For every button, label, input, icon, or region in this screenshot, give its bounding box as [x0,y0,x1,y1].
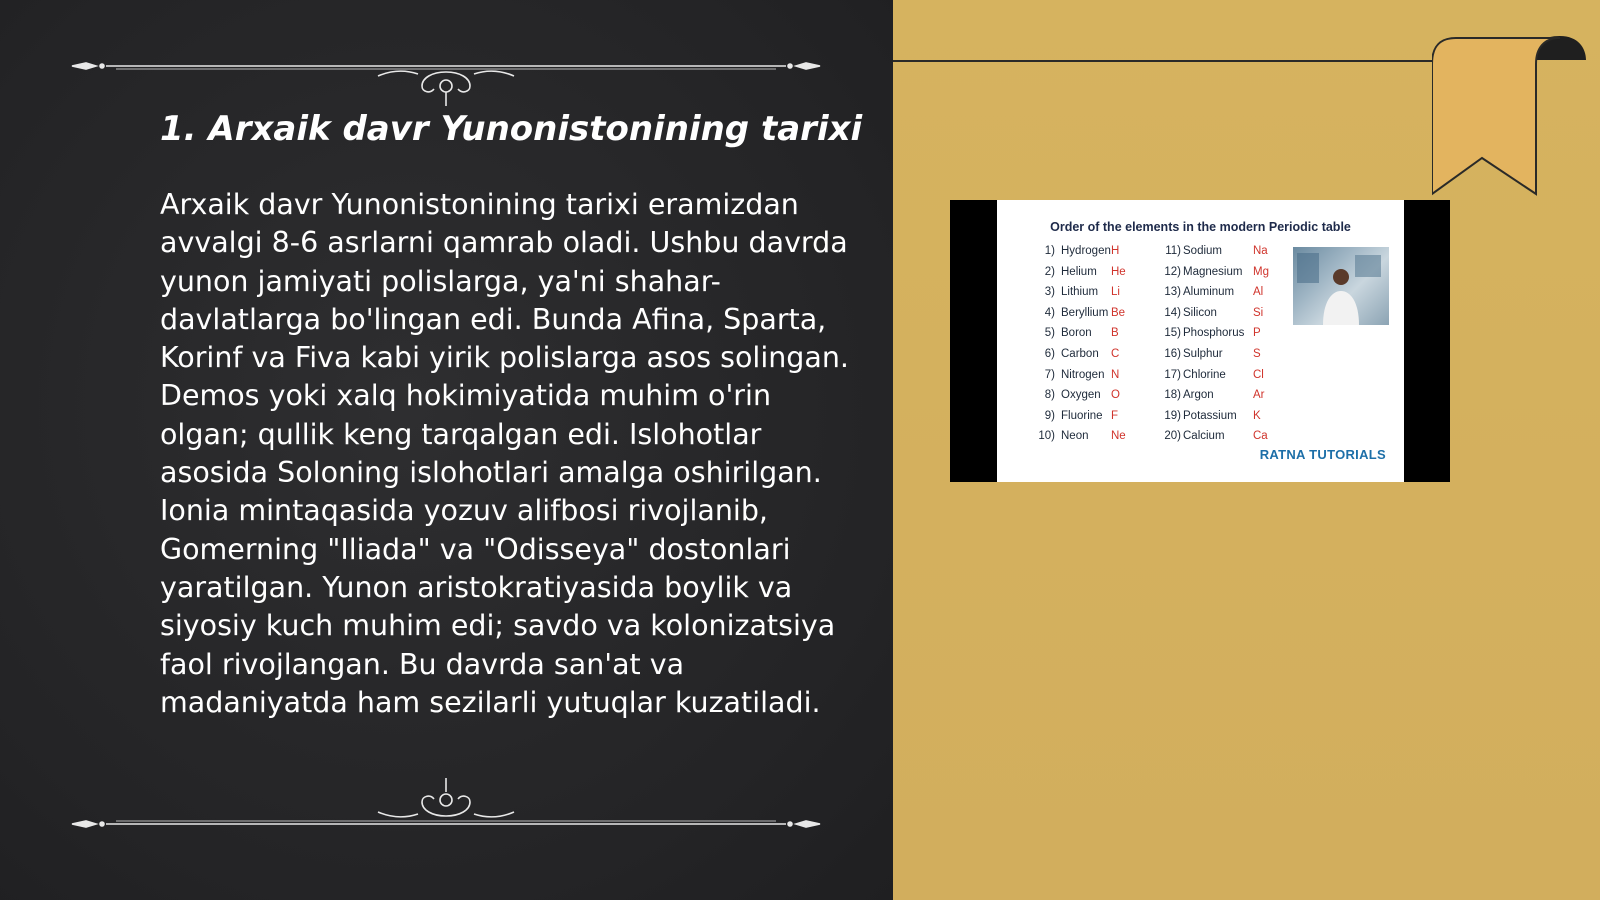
element-row: 5) Boron B [1044,327,1119,340]
presenter-image [1293,247,1389,325]
element-row: 11) Sodium Na [1165,245,1268,257]
element-row: 10) Neon Ne [1038,430,1126,443]
element-row: 8) Oxygen O [1044,389,1120,402]
bookmark-ribbon-icon [1432,34,1600,204]
top-ornament-divider [66,48,826,108]
slide-title: 1. Arxaik davr Yunonistonining tarixi [160,109,863,149]
element-row: 9) Fluorine F [1044,409,1119,422]
element-row: 17) Chlorine Cl [1164,368,1264,381]
element-row: 19) Potassium K [1164,409,1261,422]
video-thumbnail[interactable] [950,200,1450,482]
element-row: 6) Carbon C [1044,347,1120,360]
elements-column-left [1035,245,1126,451]
element-row: 7) Nitrogen N [1044,368,1120,381]
element-row: 13) Aluminum Al [1164,286,1264,299]
elements-column-right [1159,245,1269,451]
element-row: 3) Lithium Li [1044,286,1120,299]
thumbnail-title: Order of the elements in the modern Periodic table [1050,220,1351,234]
element-row: 14) Silicon Si [1164,306,1264,319]
element-row: 4) Beryllium Be [1044,306,1126,319]
element-row: 2) Helium He [1044,265,1126,278]
periodic-table-slide [997,200,1404,482]
decor-line [893,60,1453,62]
slide-body-text: Arxaik davr Yunonistonining tarixi eramizdan avvalgi 8-6 asrlarni qamrab oladi. Ushbu davrda yunon jamiyati polislarga, ya'ni shahar-davlatlarga bo'lingan edi. Bunda Afina, Sparta, Korinf va Fiva kabi yirik polislarga asos solingan. Demos yoki xalq hokimiyatida muhim o'rin olgan; qullik keng tarqalgan edi. Islohotlar asosida Soloning islohotlari amalga oshirilgan. Ionia mintaqasida yozuv alifbosi rivojlanib, Gomerning "Iliada" va "Odisseya" dostonlari yaratilgan. Yunon aristokratiyasida boylik va siyosiy kuch muhim edi; savdo va kolonizatsiya faol rivojlangan. Bu davrda san'at va madaniyatda ham sezilarli yutuqlar kuzatiladi. [160,188,849,719]
element-row: 18) Argon Ar [1164,389,1265,402]
element-row: 20) Calcium Ca [1164,430,1268,443]
presenter-figure-icon [1293,247,1389,325]
brand-label: RATNA TUTORIALS [1259,447,1386,462]
element-row: 16) Sulphur S [1164,347,1261,360]
element-row: 1) Hydrogen H [1044,245,1120,257]
bottom-ornament-divider [66,772,826,832]
element-row: 12) Magnesium Mg [1164,265,1269,278]
element-row: 15) Phosphorus P [1164,327,1261,340]
